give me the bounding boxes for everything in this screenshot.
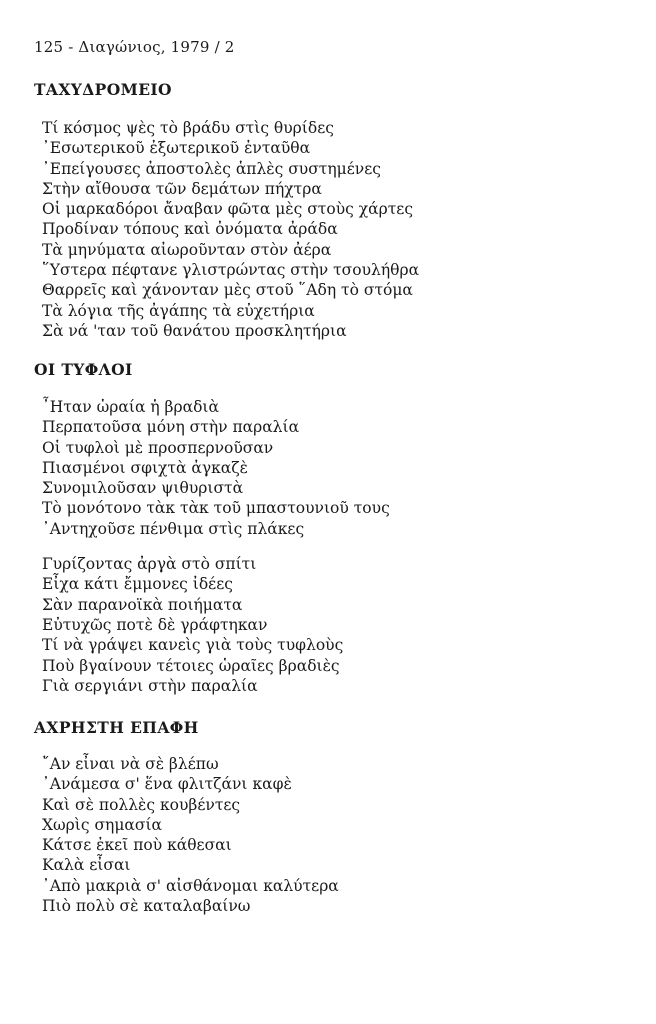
- verse-line: Σὰν παρανοϊκὰ ποιήματα: [42, 595, 243, 614]
- verse-line: Θαρρεῖς καὶ χάνονταν μὲς στοῦ ῞Αδη τὸ στόμα: [42, 281, 413, 300]
- verse-line: Τὰ μηνύματα αἰωροῦνταν στὸν ἀέρα: [42, 240, 332, 259]
- verse-line: Πιασμένοι σφιχτὰ ἀγκαζὲ: [42, 458, 248, 477]
- verse-line: Χωρὶς σημασία: [42, 815, 163, 834]
- verse-line: Ποὺ βγαίνουν τέτοιες ὡραῖες βραδιὲς: [42, 656, 340, 675]
- page-header: 125 - Διαγώνιος, 1979 / 2: [34, 38, 235, 56]
- verse-line: Τί κόσμος ψὲς τὸ βράδυ στὶς θυρίδες: [42, 119, 334, 137]
- poem-title: ΑΧΡΗΣΤΗ ΕΠΑΦΗ: [34, 718, 199, 737]
- verse-line: ᾿Αντηχοῦσε πένθιμα στὶς πλάκες: [42, 519, 305, 538]
- verse-line: Καλὰ εἶσαι: [42, 856, 131, 875]
- poem-title-axristi-epafi: [34, 718, 199, 737]
- verse-line: ᾿Ανάμεσα σ' ἕνα φλιτζάνι καφὲ: [42, 775, 292, 794]
- verse-line: Εὐτυχῶς ποτὲ δὲ γράφτηκαν: [42, 615, 268, 634]
- poem-body-axristi-epafi: [42, 754, 339, 916]
- verse-line: ᾿Επείγουσες ἀποστολὲς ἁπλὲς συστημένες: [42, 159, 381, 178]
- poem-title: ΤΑΧΥΔΡΟΜΕΙΟ: [34, 80, 172, 99]
- verse-line: Κάτσε ἐκεῖ ποὺ κάθεσαι: [42, 836, 232, 855]
- verse-line: ᾿Απὸ μακριὰ σ' αἰσθάνομαι καλύτερα: [42, 876, 339, 895]
- verse-line: Οἱ τυφλοὶ μὲ προσπερνοῦσαν: [42, 438, 274, 457]
- verse-line: Τί νὰ γράψει κανεὶς γιὰ τοὺς τυφλοὺς: [42, 636, 344, 655]
- verse-line: ῎Αν εἶναι νὰ σὲ βλέπω: [42, 755, 219, 773]
- verse-line: ῏Ηταν ὡραία ἡ βραδιὰ: [42, 398, 219, 416]
- verse-line: Οἱ μαρκαδόροι ἄναβαν φῶτα μὲς στοὺς χάρτες: [42, 200, 414, 219]
- verse-line: Προδίναν τόπους καὶ ὀνόματα ἀράδα: [42, 220, 338, 239]
- poem-body-taxydromeio: [42, 118, 419, 341]
- verse-line: ῞Υστερα πέφτανε γλιστρώντας στὴν τσουλήθρα: [42, 261, 420, 280]
- verse-line: Τὸ μονότονο τὰκ τὰκ τοῦ μπαστουνιοῦ τους: [42, 499, 390, 518]
- verse-line: Γιὰ σεργιάνι στὴν παραλία: [42, 676, 258, 695]
- poem-body-oi-tyfloi: [42, 397, 390, 696]
- verse-line: Καὶ σὲ πολλὲς κουβέντες: [42, 795, 241, 814]
- verse-line: Τὰ λόγια τῆς ἀγάπης τὰ εὐχετήρια: [42, 301, 315, 320]
- verse-line: Σὰ νά 'ταν τοῦ θανάτου προσκλητήρια: [42, 321, 347, 340]
- verse-line: Εἶχα κάτι ἔμμονες ἰδέες: [42, 575, 233, 594]
- poem-title-taxydromeio: [34, 80, 172, 99]
- verse-line: Στὴν αἴθουσα τῶν δεμάτων πήχτρα: [42, 179, 322, 198]
- poem-title: ΟΙ ΤΥΦΛΟΙ: [34, 360, 133, 379]
- verse-line: Γυρίζοντας ἀργὰ στὸ σπίτι: [42, 555, 257, 574]
- verse-line: Πιὸ πολὺ σὲ καταλαβαίνω: [42, 897, 251, 916]
- poem-title-oi-tyfloi: [34, 360, 133, 379]
- verse-line: Συνομιλοῦσαν ψιθυριστὰ: [42, 479, 244, 498]
- stanza-break: [42, 539, 390, 554]
- verse-line: ᾿Εσωτερικοῦ ἐξωτερικοῦ ἐνταῦθα: [42, 139, 311, 158]
- verse-line: Περπατοῦσα μόνη στὴν παραλία: [42, 418, 300, 437]
